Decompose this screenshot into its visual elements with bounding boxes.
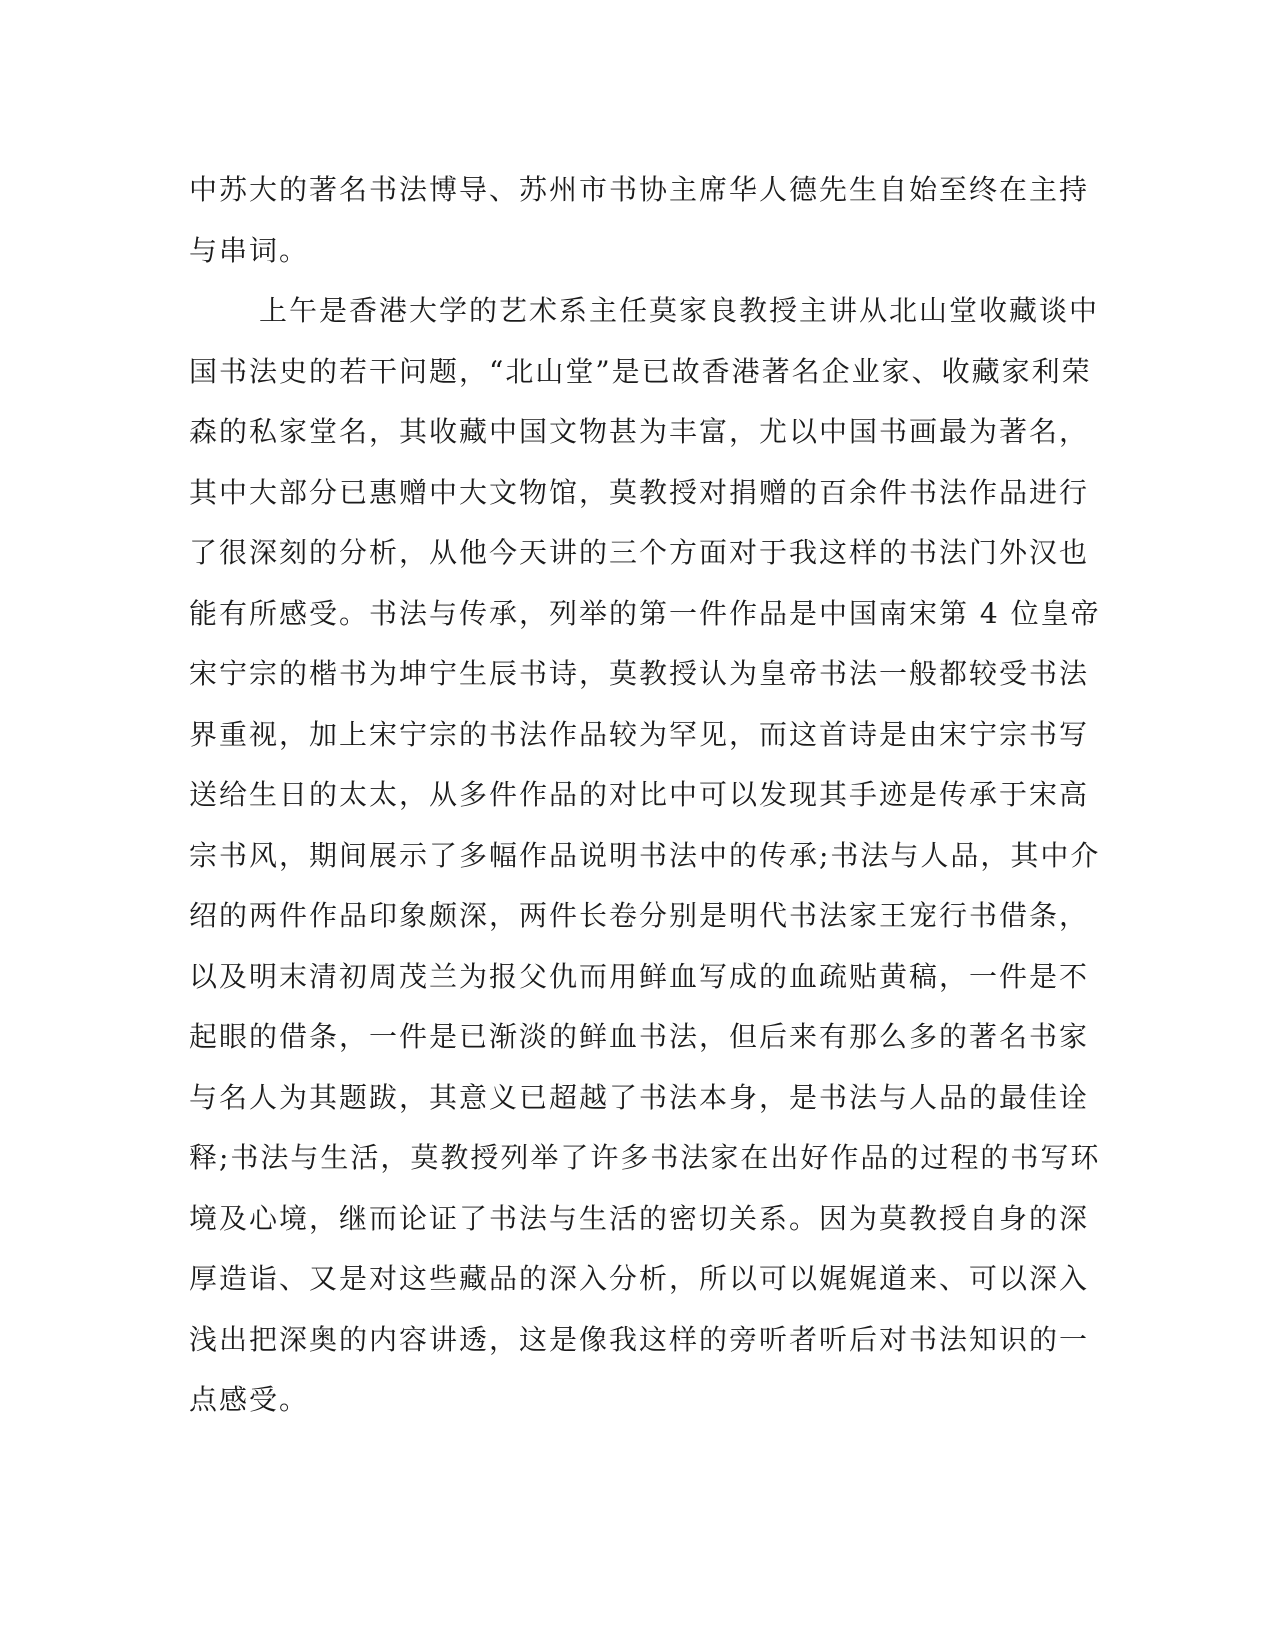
text-line: 与串词。 xyxy=(189,233,310,267)
text-line: 释;书法与生活，莫教授列举了许多书法家在出好作品的过程的书写环 xyxy=(189,1141,1101,1174)
text-line: 能有所感受。书法与传承，列举的第一件作品是中国南宋第 4 位皇帝 xyxy=(189,596,1101,630)
text-line: 起眼的借条，一件是已渐淡的鲜血书法，但后来有那么多的著名书家 xyxy=(189,1020,1090,1053)
text-line: 点感受。 xyxy=(189,1383,310,1416)
text-line: 绍的两件作品印象颇深，两件长卷分别是明代书法家王宠行书借条， xyxy=(189,899,1090,932)
text-line: 了很深刻的分析，从他今天讲的三个方面对于我这样的书法门外汉也 xyxy=(189,536,1090,569)
text-line: 境及心境，继而论证了书法与生活的密切关系。因为莫教授自身的深 xyxy=(189,1201,1090,1235)
text-line: 与名人为其题跋，其意义已超越了书法本身，是书法与人品的最佳诠 xyxy=(189,1080,1090,1114)
text-line: 宗书风，期间展示了多幅作品说明书法中的传承;书法与人品，其中介 xyxy=(189,838,1101,872)
text-line: 其中大部分已惠赠中大文物馆，莫教授对捐赠的百余件书法作品进行 xyxy=(189,475,1090,509)
text-line: 送给生日的太太，从多件作品的对比中可以发现其手迹是传承于宋高 xyxy=(189,778,1090,811)
body-text xyxy=(189,160,1101,1431)
text-line: 宋宁宗的楷书为坤宁生辰书诗，莫教授认为皇帝书法一般都较受书法 xyxy=(189,657,1090,690)
text-line: 浅出把深奥的内容讲透，这是像我这样的旁听者听后对书法知识的一 xyxy=(189,1322,1090,1356)
text-line: 森的私家堂名，其收藏中国文物甚为丰富，尤以中国书画最为著名， xyxy=(189,415,1090,448)
text-line: 国书法史的若干问题，“北山堂”是已故香港著名企业家、收藏家利荣 xyxy=(189,354,1092,388)
text-line: 厚造诣、又是对这些藏品的深入分析，所以可以娓娓道来、可以深入 xyxy=(189,1262,1090,1295)
text-line: 界重视，加上宋宁宗的书法作品较为罕见，而这首诗是由宋宁宗书写 xyxy=(189,717,1090,751)
paragraph-first-line: 上午是香港大学的艺术系主任莫家良教授主讲从北山堂收藏谈中 xyxy=(259,294,1100,327)
text-line: 中苏大的著名书法博导、苏州市书协主席华人德先生自始至终在主持 xyxy=(189,173,1090,206)
text-line: 以及明末清初周茂兰为报父仇而用鲜血写成的血疏贴黄稿，一件是不 xyxy=(189,959,1090,993)
